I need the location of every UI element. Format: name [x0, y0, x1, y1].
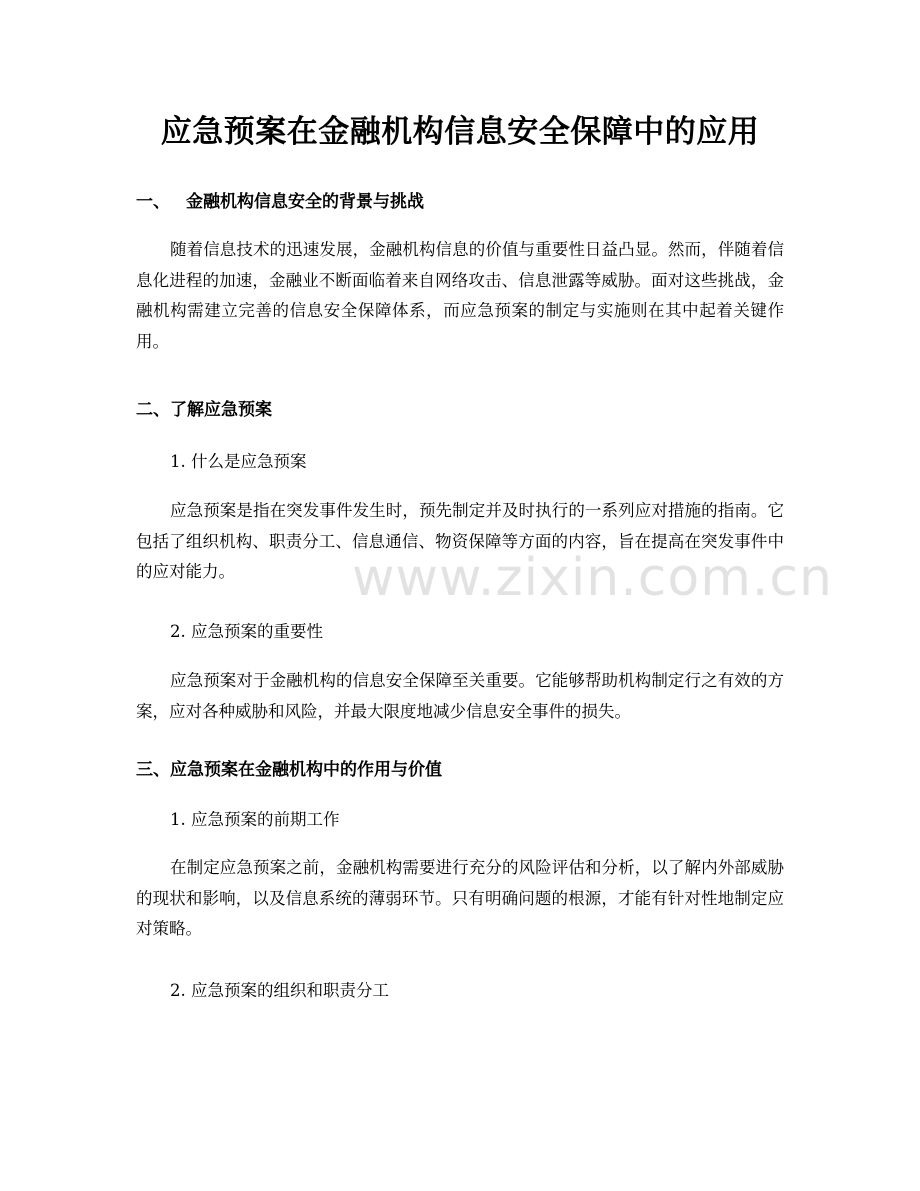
- watermark-text: www.zixin.com.cn: [352, 548, 833, 608]
- subsection-paragraph: 在制定应急预案之前，金融机构需要进行充分的风险评估和分析，以了解内外部威胁的现状和影响，以及信息系统的薄弱环节。只有明确问题的根源，才能有针对性地制定应对策略。: [136, 858, 784, 939]
- section-title: 了解应急预案: [170, 400, 272, 420]
- section-heading-1: [136, 190, 424, 214]
- section-number: 二、: [136, 400, 170, 420]
- section-number: 一、: [136, 192, 170, 212]
- section-1-paragraph: 随着信息技术的迅速发展，金融机构信息的价值与重要性日益凸显。然而，伴随着信息化进程的加速，金融业不断面临着来自网络攻击、信息泄露等威胁。面对这些挑战，金融机构需建立完善的信息安全保障体系，而应急预案的制定与实施则在其中起着关键作用。: [136, 240, 784, 352]
- section-heading-3: [136, 758, 442, 782]
- subsection-title: 2. 应急预案的组织和职责分工: [170, 981, 389, 1000]
- subsection-title: 1. 什么是应急预案: [170, 452, 307, 471]
- subsection-title: 2. 应急预案的重要性: [170, 622, 323, 641]
- section-heading-2: [136, 398, 272, 422]
- section-title: 应急预案在金融机构中的作用与价值: [170, 760, 442, 780]
- subsection-paragraph: 应急预案对于金融机构的信息安全保障至关重要。它能够帮助机构制定行之有效的方案，应对各种威胁和风险，并最大限度地减少信息安全事件的损失。: [136, 671, 784, 721]
- document-title: 应急预案在金融机构信息安全保障中的应用: [160, 114, 760, 150]
- section-title: 金融机构信息安全的背景与挑战: [186, 192, 424, 212]
- section-number: 三、: [136, 760, 170, 780]
- subsection-paragraph: 应急预案是指在突发事件发生时，预先制定并及时执行的一系列应对措施的指南。它包括了组织机构、职责分工、信息通信、物资保障等方面的内容，旨在提高在突发事件中的应对能力。: [136, 501, 784, 582]
- subsection-title: 1. 应急预案的前期工作: [170, 810, 340, 829]
